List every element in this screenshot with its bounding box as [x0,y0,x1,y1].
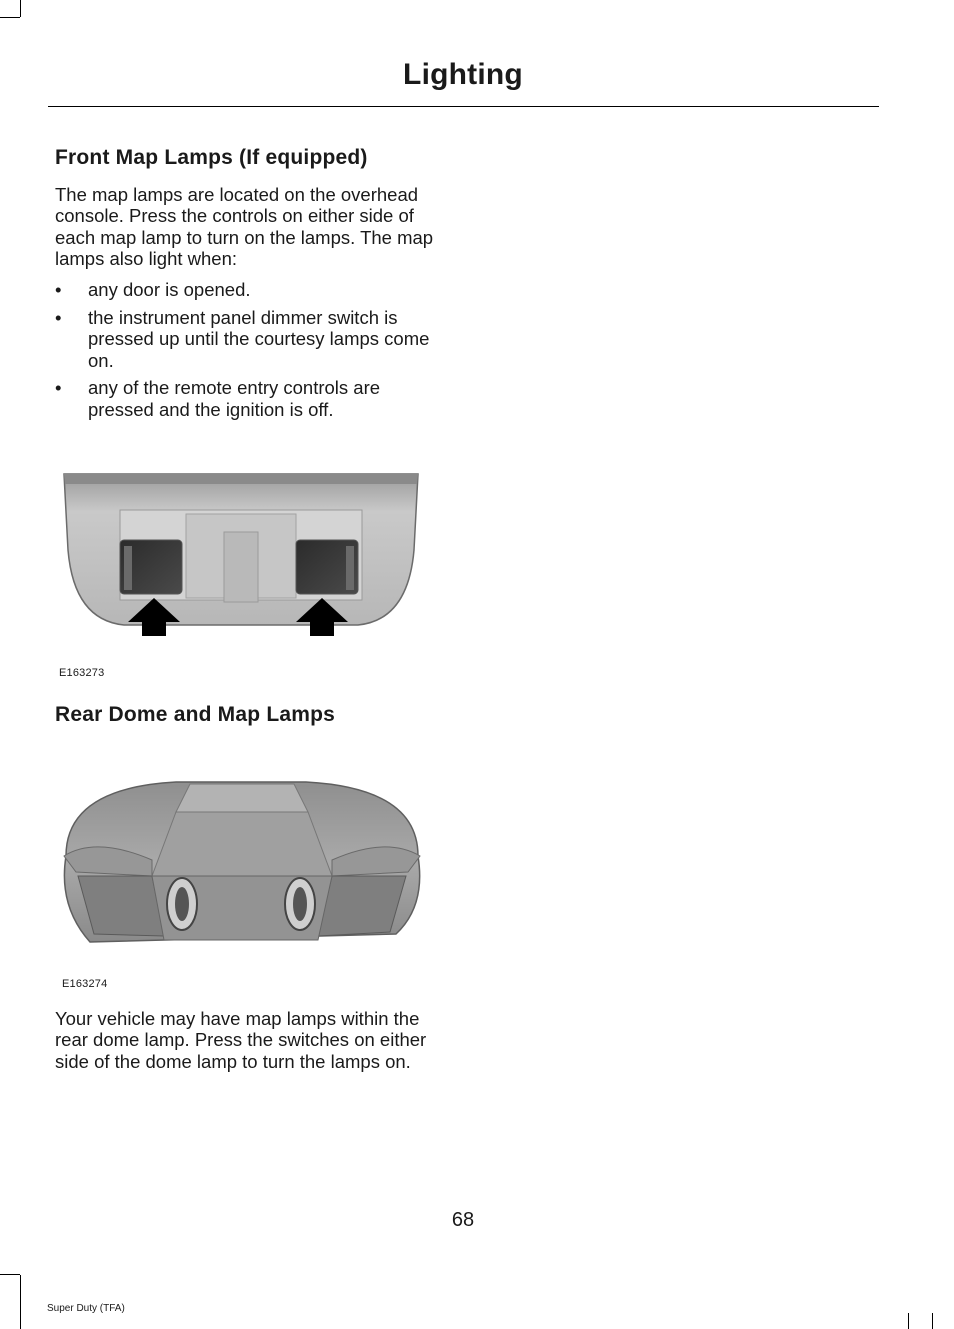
list-item [55,307,450,371]
page-title: Lighting [403,58,523,91]
bullet-symbol: • [55,306,62,328]
section-heading: Rear Dome and Map Lamps [55,703,335,726]
crop-mark [20,0,21,17]
list-item-text: any of the remote entry controls are pressed and the ignition is off. [88,377,381,420]
page-number: 68 [451,1209,475,1231]
rear-body-paragraph: Your vehicle may have map lamps within the rear dome lamp. Press the switches on either side of the dome lamp to turn the lamps on. [55,1008,427,1072]
crop-mark [0,17,20,18]
crop-mark [0,1274,20,1275]
list-item-text: any door is opened. [88,279,251,301]
rear-dome-lamp-illustration [56,776,428,952]
overhead-console-illustration [58,470,424,638]
bullet-symbol: • [55,377,62,399]
figure-code: E163273 [59,667,105,679]
crop-mark [908,1313,909,1329]
footer-label: Super Duty (TFA) [47,1303,125,1314]
list-item [55,279,450,300]
intro-paragraph: The map lamps are located on the overhead console. Press the controls on either side of each map lamp to turn on the lamps. The map lamps also light when: [55,184,434,269]
list-item-text: the instrument panel dimmer switch is pressed up until the courtesy lamps come on. [88,306,430,371]
front-map-lamps-section [55,146,450,426]
dome-lamp-drawing [56,776,428,952]
crop-mark [932,1313,933,1329]
crop-mark [20,1313,21,1329]
bullet-list [55,279,450,420]
header-divider [48,106,879,107]
list-item [55,377,450,420]
bullet-symbol: • [55,279,62,301]
up-arrow-icon [58,470,424,638]
figure-code: E163274 [62,978,108,990]
section-heading: Front Map Lamps (If equipped) [55,146,368,169]
